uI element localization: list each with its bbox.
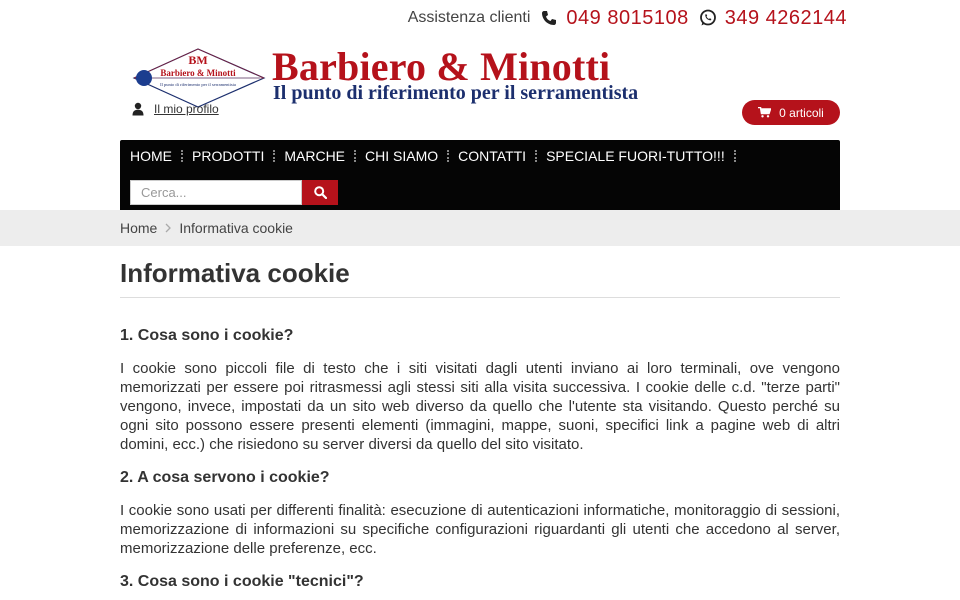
- title-divider: [120, 297, 840, 298]
- profile-link-group[interactable]: [132, 102, 219, 116]
- section-heading: 1. Cosa sono i cookie?: [120, 327, 294, 344]
- section-paragraph: I cookie sono piccoli file di testo che i siti visitati dagli utenti inviano ai loro terminali, ove vengono memorizzati per essere poi ritrasmessi agli stessi siti alla visita successiva. I cookie delle c.d. "terze parti" vengono, invece, impostati da un sito web diverso da quello che l'utente sta visitando. Questo perché su ogni sito possono essere presenti elementi (immagini, mappe, suoni, specifici link a pagine web di altri domini, ecc.) che risiedono su server diversi da quello del sito visitato.: [120, 360, 840, 453]
- logo-emblem-initials: BM: [188, 53, 208, 67]
- page-title: Informativa cookie: [120, 258, 350, 288]
- section-heading: 3. Cosa sono i cookie "tecnici"?: [120, 573, 364, 590]
- search-button[interactable]: [302, 180, 338, 205]
- site-logo[interactable]: [130, 46, 650, 108]
- nav-separator: [354, 150, 356, 162]
- my-profile-link[interactable]: Il mio profilo: [154, 102, 219, 116]
- cart-icon: [758, 107, 771, 118]
- phone-number-mobile[interactable]: 349 4262144: [724, 6, 847, 29]
- chevron-right-icon: [165, 220, 171, 236]
- breadcrumb-home[interactable]: Home: [120, 220, 158, 236]
- cart-label: 0 articoli: [779, 105, 824, 120]
- nav-item-chi-siamo[interactable]: CHI SIAMO: [365, 148, 439, 164]
- logo-emblem-name: Barbiero & Minotti: [160, 68, 236, 78]
- whatsapp-icon: [699, 9, 717, 27]
- phone-number-landline[interactable]: 049 8015108: [566, 6, 689, 29]
- logo-emblem: [130, 48, 266, 108]
- nav-menu: [130, 148, 745, 164]
- nav-separator: [535, 150, 537, 162]
- page-content: [120, 327, 840, 600]
- nav-separator: [734, 150, 736, 162]
- section-heading: 2. A cosa servono i cookie?: [120, 469, 330, 486]
- search-form: [130, 180, 338, 205]
- nav-item-marche[interactable]: MARCHE: [284, 148, 346, 164]
- customer-care-bar: [408, 6, 847, 30]
- section-paragraph: I cookie sono usati per differenti finalità: esecuzione di autenticazioni informatiche, monitoraggio di sessioni, memorizzazione di informazioni su specifiche configurazioni riguardanti gli utenti che accedono al server, memorizzazione delle preferenze, ecc.: [120, 502, 840, 557]
- breadcrumb-bar: [0, 210, 960, 246]
- search-input[interactable]: [130, 180, 302, 205]
- nav-item-contatti[interactable]: CONTATTI: [458, 148, 527, 164]
- nav-item-speciale[interactable]: SPECIALE FUORI-TUTTO!!!: [546, 148, 725, 164]
- logo-tagline: Il punto di riferimento per il serramentista: [273, 82, 639, 104]
- user-icon: [132, 102, 144, 116]
- nav-separator: [273, 150, 275, 162]
- logo-brand-name: Barbiero & Minotti: [272, 44, 611, 89]
- nav-separator: [181, 150, 183, 162]
- main-navigation: [120, 140, 840, 216]
- cart-button[interactable]: [742, 100, 840, 125]
- logo-emblem-sub: Il punto di riferimento per il serramentista: [160, 82, 236, 87]
- search-icon: [314, 186, 327, 199]
- nav-item-prodotti[interactable]: PRODOTTI: [192, 148, 265, 164]
- breadcrumb: [120, 220, 293, 236]
- breadcrumb-current: Informativa cookie: [179, 220, 293, 236]
- nav-item-home[interactable]: HOME: [130, 148, 172, 164]
- nav-separator: [447, 150, 449, 162]
- phone-icon: [540, 9, 558, 27]
- customer-care-label: Assistenza clienti: [407, 9, 531, 26]
